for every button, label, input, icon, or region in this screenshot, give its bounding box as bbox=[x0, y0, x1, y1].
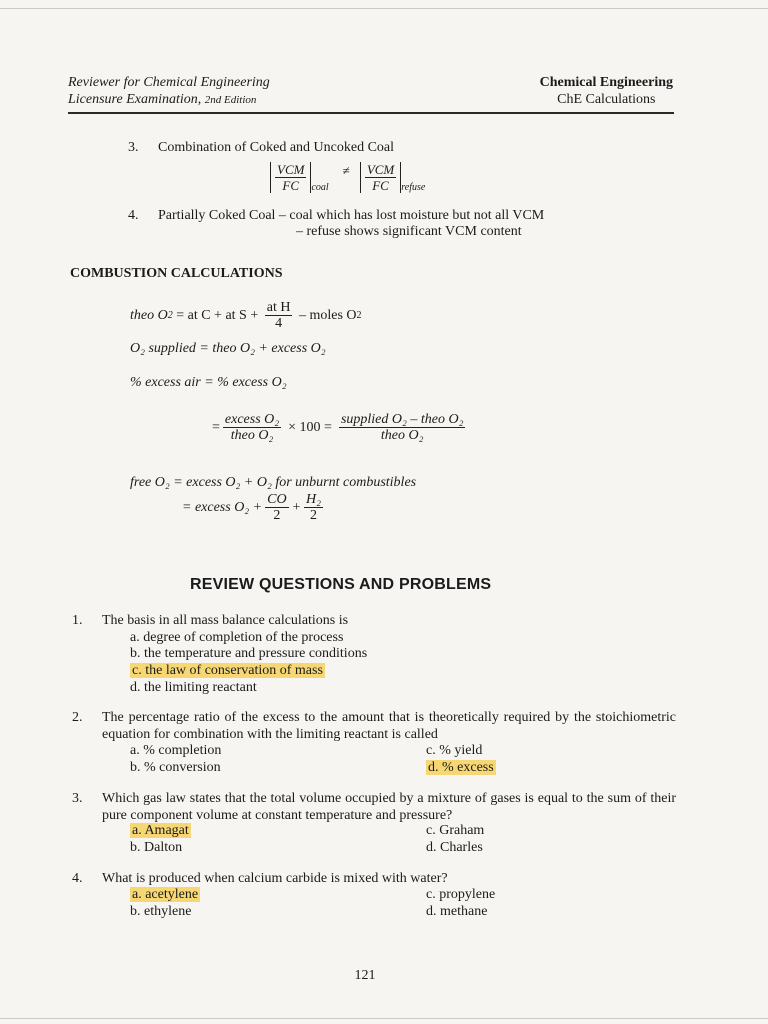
eq-excess-air: % excess air = % excess O₂ bbox=[130, 375, 287, 390]
question-1: 1. The basis in all mass balance calculations is bbox=[72, 613, 349, 628]
ratio-bracket-left: $\frac{\text{VCM}}{FC}$ bbox=[270, 162, 311, 193]
q1-option-b: b. the temperature and pressure conditions bbox=[130, 646, 368, 661]
q4-option-c: c. propylene bbox=[426, 887, 496, 902]
ratio-bracket-right: $\frac{\text{VCM}}{FC}$ bbox=[360, 162, 401, 193]
q4-option-b: b. ethylene bbox=[130, 904, 192, 919]
review-title: REVIEW QUESTIONS AND PROBLEMS bbox=[190, 576, 492, 593]
question-2: 2. The percentage ratio of the excess to the amount that is theoretically required by the stoichiometric equation for combination with the limiting reactant is called bbox=[72, 710, 676, 742]
page-number: 121 bbox=[354, 968, 376, 983]
q1-option-d: d. the limiting reactant bbox=[130, 680, 257, 695]
top-edge-line bbox=[0, 8, 768, 9]
coal-item-4: 4. Partially Coked Coal – coal which has lost moisture but not all VCM bbox=[128, 208, 545, 223]
q3-option-d: d. Charles bbox=[426, 840, 483, 855]
header-subtitle: Licensure Examination, 2nd Edition bbox=[68, 92, 257, 107]
combustion-title: COMBUSTION CALCULATIONS bbox=[70, 266, 283, 281]
header-left bbox=[68, 74, 270, 109]
q4-option-d: d. methane bbox=[426, 904, 488, 919]
q1-option-a: a. degree of completion of the process bbox=[130, 630, 344, 645]
question-4: 4. What is produced when calcium carbide is mixed with water? bbox=[72, 871, 448, 886]
q4-option-a-answer: a. acetylene bbox=[132, 887, 199, 902]
q3-option-a-answer: a. Amagat bbox=[132, 823, 189, 838]
coal-item-3: 3. Combination of Coked and Uncoked Coal bbox=[128, 140, 395, 155]
coal-ratio-equation: $\frac{\text{VCM}}{FC}$ coal ≠ $\frac{\text{VCM}}{FC}$ refuse bbox=[270, 162, 425, 193]
header-right bbox=[540, 74, 673, 108]
eq-o2-supplied: O₂ supplied = theo O₂ + excess O₂ bbox=[130, 341, 326, 356]
header-edition: 2nd Edition bbox=[204, 94, 257, 106]
eq-excess-ratio: = $\frac{\text{excess O₂}}{\text{theo O₂}}$ × 100 = $\frac{\text{supplied O₂ – theo O₂}}{\text{theo O₂}}$ bbox=[212, 412, 464, 443]
eq-theo-o2: theo O 2 = at C + at S + $\frac{\text{at H}}{4}$ – moles O 2 bbox=[130, 300, 362, 331]
header-title: Reviewer for Chemical Engineering bbox=[68, 75, 270, 90]
header-subject: Chemical Engineering bbox=[539, 75, 673, 90]
q2-option-b: b. % conversion bbox=[130, 760, 221, 775]
q1-option-c-answer: c. the law of conservation of mass bbox=[132, 663, 323, 678]
q3-option-b: b. Dalton bbox=[130, 840, 183, 855]
bottom-edge-line bbox=[0, 1018, 768, 1019]
header-rule bbox=[68, 112, 674, 114]
eq-free-o2: free O₂ = excess O₂ + O₂ for unburnt combustibles bbox=[130, 475, 417, 490]
eq-free-o2-expanded: = excess O₂ + $\frac{CO}{2}$ + $\frac{\text{H₂}}{2}$ bbox=[182, 492, 322, 523]
header-topic: ChE Calculations bbox=[557, 92, 656, 107]
q2-option-d-answer: d. % excess bbox=[428, 760, 494, 775]
coal-item-4-cont: – refuse shows significant VCM content bbox=[296, 224, 522, 239]
question-3: 3. Which gas law states that the total volume occupied by a mixture of gases is equal to the sum of their pure component volume at constant temperature and pressure? bbox=[72, 791, 676, 823]
q2-option-c: c. % yield bbox=[426, 743, 483, 758]
q3-option-c: c. Graham bbox=[426, 823, 485, 838]
q2-option-a: a. % completion bbox=[130, 743, 222, 758]
